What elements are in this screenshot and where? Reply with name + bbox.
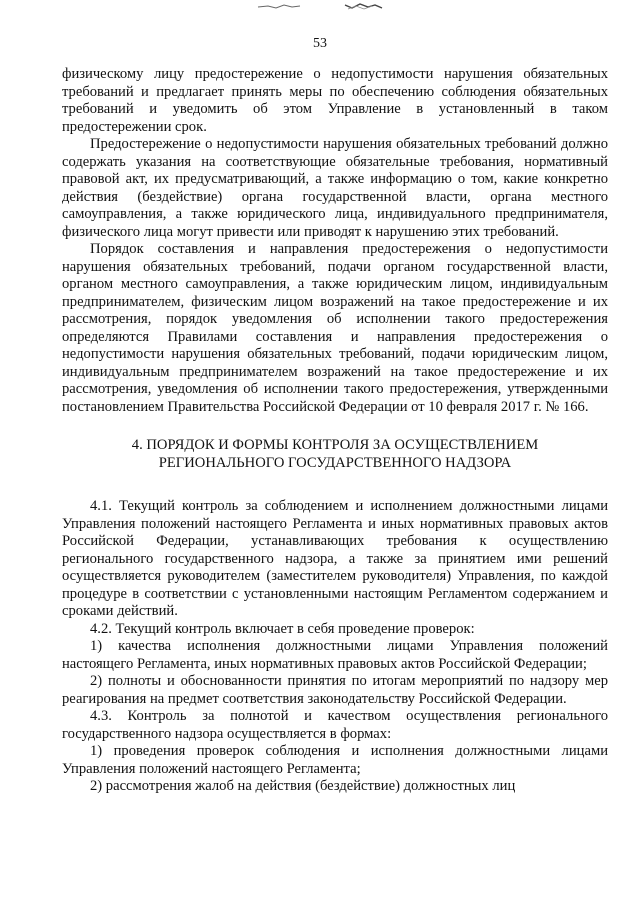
section-heading-line: РЕГИОНАЛЬНОГО ГОСУДАРСТВЕННОГО НАДЗОРА	[158, 454, 512, 471]
paragraph: 1) проведения проверок соблюдения и исполнения должностными лицами Управления положений настоящего Регламента;	[62, 743, 608, 777]
document-body	[62, 66, 608, 796]
paragraph: 4.2. Текущий контроль включает в себя проведение проверок:	[90, 620, 475, 637]
paragraph: 4.1. Текущий контроль за соблюдением и исполнением должностными лицами Управления положений настоящего Регламента и иных нормативных правовых актов Российской Федерации, устанавливающих требования к осуществлению регионального государственного надзора, а также за принятием ими решений осуществляется руководителем (заместителем руководителя) Управления, по каждой процедуре в соответствии с установленными настоящим Регламентом содержанием и сроками действий.	[62, 498, 608, 619]
paragraph: Порядок составления и направления предостережения о недопустимости нарушения обязательных требований, подачи органом государственной власти, органом местного самоуправления, а также юридическим лицом, индивидуальным предпринимателем, физическим лицом возражений на такое предостережение и их рассмотрения, порядок уведомления об исполнении такого предостережения определяются Правилами составления и направления предостережения о недопустимости нарушения обязательных требований, подачи юридическим лицом, индивидуальным предпринимателем возражений на такое предостережение и их рассмотрения, уведомления об исполнении такого предостережения, утвержденными постановлением Правительства Российской Федерации от 10 февраля 2017 г. № 166.	[62, 241, 608, 415]
scan-artifact-marks	[0, 0, 640, 14]
paragraph: 4.3. Контроль за полнотой и качеством осуществления регионального государственного надзора осуществляется в формах:	[62, 708, 608, 742]
paragraph: Предостережение о недопустимости нарушения обязательных требований должно содержать указания на соответствующие обязательные требования, нормативный правовой акт, их предусматривающий, а также информацию о том, какие конкретно действия (бездействие) органа государственной власти, органа местного самоуправления, а также юридического лица, индивидуального предпринимателя, физического лица могут привести или приводят к нарушению этих требований.	[62, 136, 608, 240]
section-heading	[62, 437, 608, 472]
page-number: 53	[313, 36, 327, 51]
paragraph: 2) полноты и обоснованности принятия по итогам мероприятий по надзору мер реагирования на предмет соответствия законодательству Российской Федерации.	[62, 673, 608, 707]
paragraph: 2) рассмотрения жалоб на действия (бездействие) должностных лиц	[90, 778, 516, 794]
paragraph: 1) качества исполнения должностными лицами Управления положений настоящего Регламента, иных нормативных правовых актов Российской Федерации;	[62, 638, 608, 672]
section-heading-line: 4. ПОРЯДОК И ФОРМЫ КОНТРОЛЯ ЗА ОСУЩЕСТВЛЕНИЕМ	[131, 437, 539, 453]
paragraph: физическому лицу предостережение о недопустимости нарушения обязательных требований и предлагает принять меры по обеспечению соблюдения обязательных требований и уведомить об этом Управление в установленный в таком предостережении срок.	[62, 66, 608, 135]
